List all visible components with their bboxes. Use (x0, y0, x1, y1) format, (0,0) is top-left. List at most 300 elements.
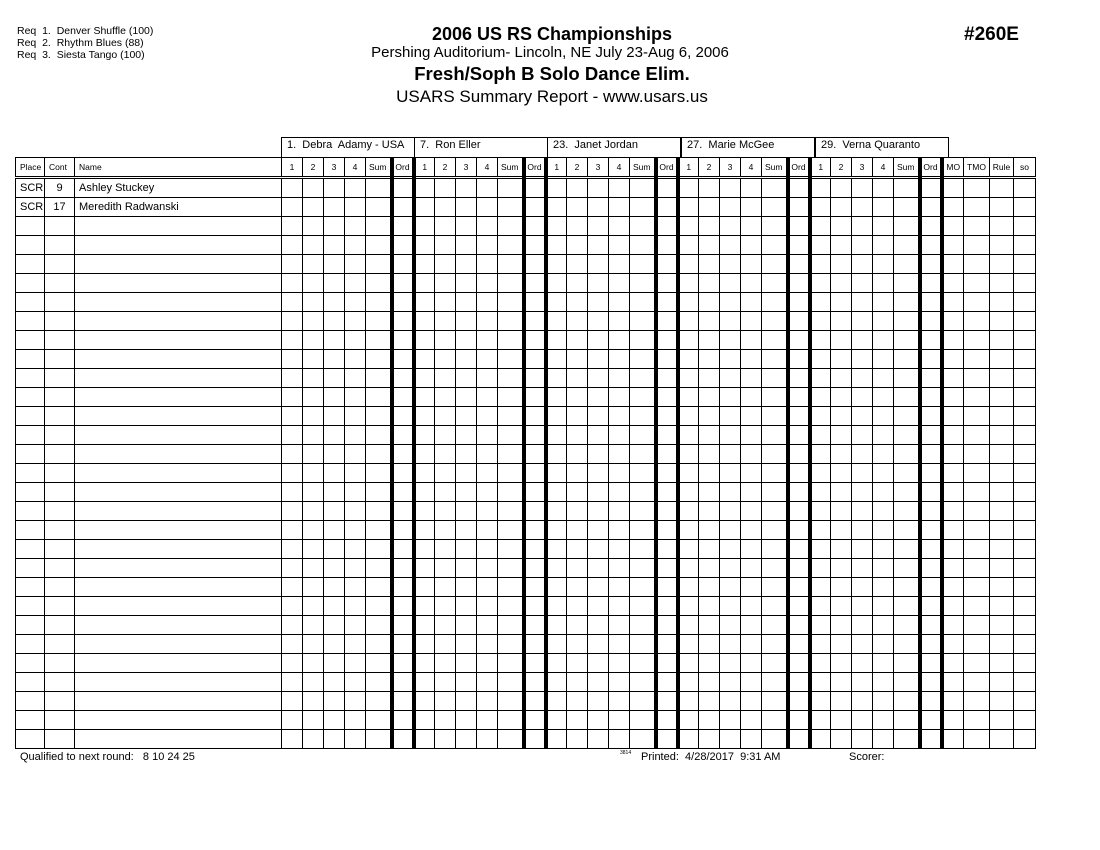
score-cell (588, 178, 609, 198)
score-cell (656, 616, 678, 635)
event-name: Fresh/Soph B Solo Dance Elim. (414, 63, 690, 84)
score-cell (282, 616, 303, 635)
result-cell (964, 692, 990, 711)
score-cell (699, 559, 720, 578)
score-cell (741, 388, 762, 407)
score-cell (392, 369, 414, 388)
result-cell (964, 502, 990, 521)
score-cell (656, 407, 678, 426)
col-header-judge1-0: 1 (282, 158, 303, 178)
score-cell (678, 274, 699, 293)
score-cell (414, 255, 435, 274)
score-cell (873, 426, 894, 445)
score-cell (788, 255, 810, 274)
score-cell (762, 198, 788, 217)
table-row (16, 521, 1036, 540)
score-cell (324, 502, 345, 521)
score-cell (678, 578, 699, 597)
cell-name (75, 521, 282, 540)
score-cell (392, 350, 414, 369)
score-cell (788, 692, 810, 711)
score-cell (366, 369, 392, 388)
score-cell (894, 540, 920, 559)
score-cell (630, 350, 656, 369)
score-cell (567, 502, 588, 521)
score-cell (392, 388, 414, 407)
score-cell (366, 217, 392, 236)
score-cell (920, 483, 942, 502)
score-cell (546, 559, 567, 578)
score-cell (873, 673, 894, 692)
score-cell (392, 426, 414, 445)
score-cell (524, 426, 546, 445)
score-cell (588, 464, 609, 483)
score-cell (303, 350, 324, 369)
score-cell (414, 730, 435, 749)
score-cell (282, 178, 303, 198)
score-cell (345, 369, 366, 388)
score-cell (366, 198, 392, 217)
score-cell (303, 635, 324, 654)
score-cell (345, 559, 366, 578)
score-cell (345, 198, 366, 217)
result-cell (964, 464, 990, 483)
score-cell (324, 312, 345, 331)
score-cell (498, 198, 524, 217)
score-cell (788, 388, 810, 407)
score-cell (324, 654, 345, 673)
score-cell (920, 236, 942, 255)
score-cell (324, 293, 345, 312)
result-cell (990, 597, 1014, 616)
result-cell (964, 217, 990, 236)
printed-value: 4/28/2017 9:31 AM (685, 751, 781, 763)
cell-cont (45, 407, 75, 426)
score-cell (435, 483, 456, 502)
score-cell (630, 578, 656, 597)
score-cell (345, 388, 366, 407)
score-cell (282, 711, 303, 730)
score-cell (920, 426, 942, 445)
score-cell (741, 350, 762, 369)
score-cell (609, 597, 630, 616)
score-cell (414, 178, 435, 198)
result-cell (1014, 312, 1036, 331)
score-cell (656, 274, 678, 293)
score-cell (630, 407, 656, 426)
col-header-judge4-0: 1 (678, 158, 699, 178)
cell-cont (45, 616, 75, 635)
score-cell (720, 616, 741, 635)
score-cell (498, 578, 524, 597)
score-cell (567, 369, 588, 388)
score-cell (720, 673, 741, 692)
score-cell (852, 331, 873, 350)
score-cell (567, 350, 588, 369)
score-cell (392, 217, 414, 236)
score-cell (920, 502, 942, 521)
score-cell (894, 445, 920, 464)
score-cell (656, 426, 678, 445)
cell-place: SCR (16, 198, 45, 217)
score-cell (699, 293, 720, 312)
score-cell (788, 217, 810, 236)
score-cell (498, 464, 524, 483)
col-header-judge3-0: 1 (546, 158, 567, 178)
score-cell (920, 331, 942, 350)
cell-name (75, 540, 282, 559)
score-cell (477, 521, 498, 540)
result-cell (990, 635, 1014, 654)
score-cell (282, 198, 303, 217)
score-cell (366, 730, 392, 749)
cell-cont (45, 388, 75, 407)
score-cell (392, 407, 414, 426)
score-cell (524, 407, 546, 426)
score-cell (524, 236, 546, 255)
score-cell (699, 635, 720, 654)
score-cell (456, 711, 477, 730)
qualified-line (20, 751, 195, 763)
score-cell (656, 483, 678, 502)
score-cell (282, 483, 303, 502)
score-cell (324, 178, 345, 198)
score-cell (435, 521, 456, 540)
score-cell (324, 369, 345, 388)
requirement-1: Req 1. Denver Shuffle (100) (17, 25, 154, 37)
score-cell (366, 635, 392, 654)
score-cell (456, 293, 477, 312)
score-cell (678, 293, 699, 312)
result-cell (942, 540, 964, 559)
score-cell (810, 178, 831, 198)
score-cell (720, 407, 741, 426)
score-cell (524, 616, 546, 635)
score-cell (282, 692, 303, 711)
score-cell (831, 236, 852, 255)
score-cell (894, 521, 920, 540)
score-cell (920, 198, 942, 217)
result-cell (1014, 635, 1036, 654)
score-cell (720, 578, 741, 597)
cell-cont (45, 483, 75, 502)
score-cell (546, 331, 567, 350)
score-cell (546, 711, 567, 730)
score-cell (414, 426, 435, 445)
score-cell (894, 274, 920, 293)
score-cell (873, 312, 894, 331)
score-cell (656, 331, 678, 350)
score-cell (435, 578, 456, 597)
score-cell (324, 578, 345, 597)
score-cell (435, 616, 456, 635)
score-cell (303, 236, 324, 255)
score-cell (788, 293, 810, 312)
score-cell (435, 597, 456, 616)
score-cell (477, 217, 498, 236)
result-cell (964, 255, 990, 274)
score-cell (324, 274, 345, 293)
score-cell (392, 483, 414, 502)
score-cell (894, 198, 920, 217)
score-cell (414, 407, 435, 426)
score-cell (810, 597, 831, 616)
score-cell (477, 350, 498, 369)
result-cell (990, 502, 1014, 521)
score-cell (456, 312, 477, 331)
score-cell (588, 559, 609, 578)
score-cell (435, 312, 456, 331)
score-cell (588, 692, 609, 711)
cell-name (75, 559, 282, 578)
score-cell (762, 635, 788, 654)
result-cell (1014, 502, 1036, 521)
col-header-judge2-2: 3 (456, 158, 477, 178)
score-cell (741, 255, 762, 274)
score-cell (546, 578, 567, 597)
score-cell (477, 255, 498, 274)
score-cell (852, 692, 873, 711)
score-cell (609, 730, 630, 749)
score-cell (920, 464, 942, 483)
score-cell (477, 293, 498, 312)
result-cell (942, 388, 964, 407)
score-cell (546, 217, 567, 236)
score-cell (456, 198, 477, 217)
qualified-values: 8 10 24 25 (142, 751, 195, 763)
score-cell (456, 483, 477, 502)
score-cell (656, 578, 678, 597)
score-cell (567, 274, 588, 293)
cell-cont (45, 274, 75, 293)
cell-cont (45, 730, 75, 749)
score-cell (720, 692, 741, 711)
score-cell (477, 711, 498, 730)
score-cell (345, 255, 366, 274)
score-cell (762, 711, 788, 730)
score-cell (567, 521, 588, 540)
score-cell (873, 521, 894, 540)
score-cell (477, 540, 498, 559)
score-cell (477, 559, 498, 578)
score-cell (456, 730, 477, 749)
score-cell (567, 445, 588, 464)
score-cell (873, 198, 894, 217)
cell-place (16, 711, 45, 730)
score-cell (831, 445, 852, 464)
score-cell (524, 445, 546, 464)
score-cell (720, 388, 741, 407)
col-header-judge5-1: 2 (831, 158, 852, 178)
result-cell (942, 198, 964, 217)
score-cell (699, 597, 720, 616)
score-cell (852, 445, 873, 464)
col-header-judge5-2: 3 (852, 158, 873, 178)
score-cell (788, 711, 810, 730)
score-cell (456, 578, 477, 597)
score-cell (873, 502, 894, 521)
score-cell (762, 331, 788, 350)
score-cell (498, 559, 524, 578)
score-cell (498, 521, 524, 540)
score-cell (498, 692, 524, 711)
score-cell (366, 407, 392, 426)
score-cell (345, 407, 366, 426)
score-cell (282, 654, 303, 673)
cell-name (75, 350, 282, 369)
score-cell (345, 730, 366, 749)
score-cell (392, 711, 414, 730)
score-cell (524, 178, 546, 198)
score-cell (366, 597, 392, 616)
result-cell (964, 198, 990, 217)
table-row (16, 730, 1036, 749)
score-cell (392, 578, 414, 597)
score-cell (852, 312, 873, 331)
score-cell (456, 331, 477, 350)
score-cell (920, 178, 942, 198)
score-cell (630, 198, 656, 217)
score-cell (345, 673, 366, 692)
score-cell (524, 293, 546, 312)
result-cell (942, 312, 964, 331)
score-cell (477, 464, 498, 483)
col-header-judge2-1: 2 (435, 158, 456, 178)
cell-place (16, 502, 45, 521)
score-cell (609, 521, 630, 540)
result-cell (942, 178, 964, 198)
table-row (16, 692, 1036, 711)
score-cell (414, 464, 435, 483)
judge-header-1: 1. Debra Adamy - USA (281, 137, 415, 157)
score-cell (324, 217, 345, 236)
score-cell (678, 198, 699, 217)
score-cell (392, 236, 414, 255)
score-cell (699, 217, 720, 236)
score-cell (498, 312, 524, 331)
score-cell (678, 483, 699, 502)
score-cell (762, 654, 788, 673)
score-cell (392, 178, 414, 198)
score-cell (456, 217, 477, 236)
score-cell (678, 426, 699, 445)
score-cell (852, 483, 873, 502)
result-cell (1014, 255, 1036, 274)
score-cell (720, 445, 741, 464)
score-cell (282, 597, 303, 616)
score-cell (366, 293, 392, 312)
score-cell (762, 255, 788, 274)
score-cell (678, 654, 699, 673)
score-cell (810, 654, 831, 673)
score-cell (630, 236, 656, 255)
table-row (16, 445, 1036, 464)
score-cell (303, 312, 324, 331)
cell-place (16, 483, 45, 502)
score-cell (303, 198, 324, 217)
score-cell (435, 730, 456, 749)
score-cell (894, 464, 920, 483)
score-cell (873, 274, 894, 293)
score-cell (345, 483, 366, 502)
score-cell (678, 616, 699, 635)
cell-cont (45, 521, 75, 540)
score-cell (414, 388, 435, 407)
score-cell (678, 521, 699, 540)
score-cell (588, 521, 609, 540)
score-cell (498, 445, 524, 464)
score-cell (852, 502, 873, 521)
cell-place (16, 692, 45, 711)
col-header-judge5-0: 1 (810, 158, 831, 178)
score-cell (831, 673, 852, 692)
result-cell (964, 711, 990, 730)
col-header-name: Name (75, 158, 282, 178)
score-cell (546, 198, 567, 217)
score-cell (762, 388, 788, 407)
score-cell (920, 255, 942, 274)
score-cell (303, 597, 324, 616)
score-cell (894, 293, 920, 312)
score-cell (609, 178, 630, 198)
score-cell (345, 236, 366, 255)
score-cell (435, 635, 456, 654)
score-cell (920, 217, 942, 236)
score-cell (456, 597, 477, 616)
table-row (16, 635, 1036, 654)
result-cell (1014, 407, 1036, 426)
score-cell (366, 483, 392, 502)
score-cell (303, 711, 324, 730)
score-cell (324, 407, 345, 426)
score-cell (366, 312, 392, 331)
score-cell (678, 635, 699, 654)
score-cell (810, 502, 831, 521)
score-cell (609, 502, 630, 521)
score-cell (567, 293, 588, 312)
score-cell (762, 597, 788, 616)
score-cell (852, 540, 873, 559)
score-cell (741, 331, 762, 350)
score-cell (546, 692, 567, 711)
score-cell (588, 407, 609, 426)
score-cell (588, 540, 609, 559)
score-cell (920, 350, 942, 369)
score-cell (345, 616, 366, 635)
cell-cont (45, 578, 75, 597)
cell-name (75, 635, 282, 654)
score-cell (546, 540, 567, 559)
score-cell (414, 540, 435, 559)
score-cell (524, 635, 546, 654)
score-cell (414, 369, 435, 388)
column-header-row (16, 158, 1036, 178)
score-cell (741, 407, 762, 426)
cell-name (75, 426, 282, 445)
score-cell (831, 559, 852, 578)
score-cell (720, 597, 741, 616)
score-cell (810, 730, 831, 749)
result-cell (942, 426, 964, 445)
score-cell (699, 521, 720, 540)
score-cell (345, 445, 366, 464)
score-cell (788, 236, 810, 255)
judge-header-3: 23. Janet Jordan (547, 137, 681, 157)
score-cell (282, 236, 303, 255)
score-cell (282, 578, 303, 597)
score-cell (656, 217, 678, 236)
score-cell (656, 236, 678, 255)
